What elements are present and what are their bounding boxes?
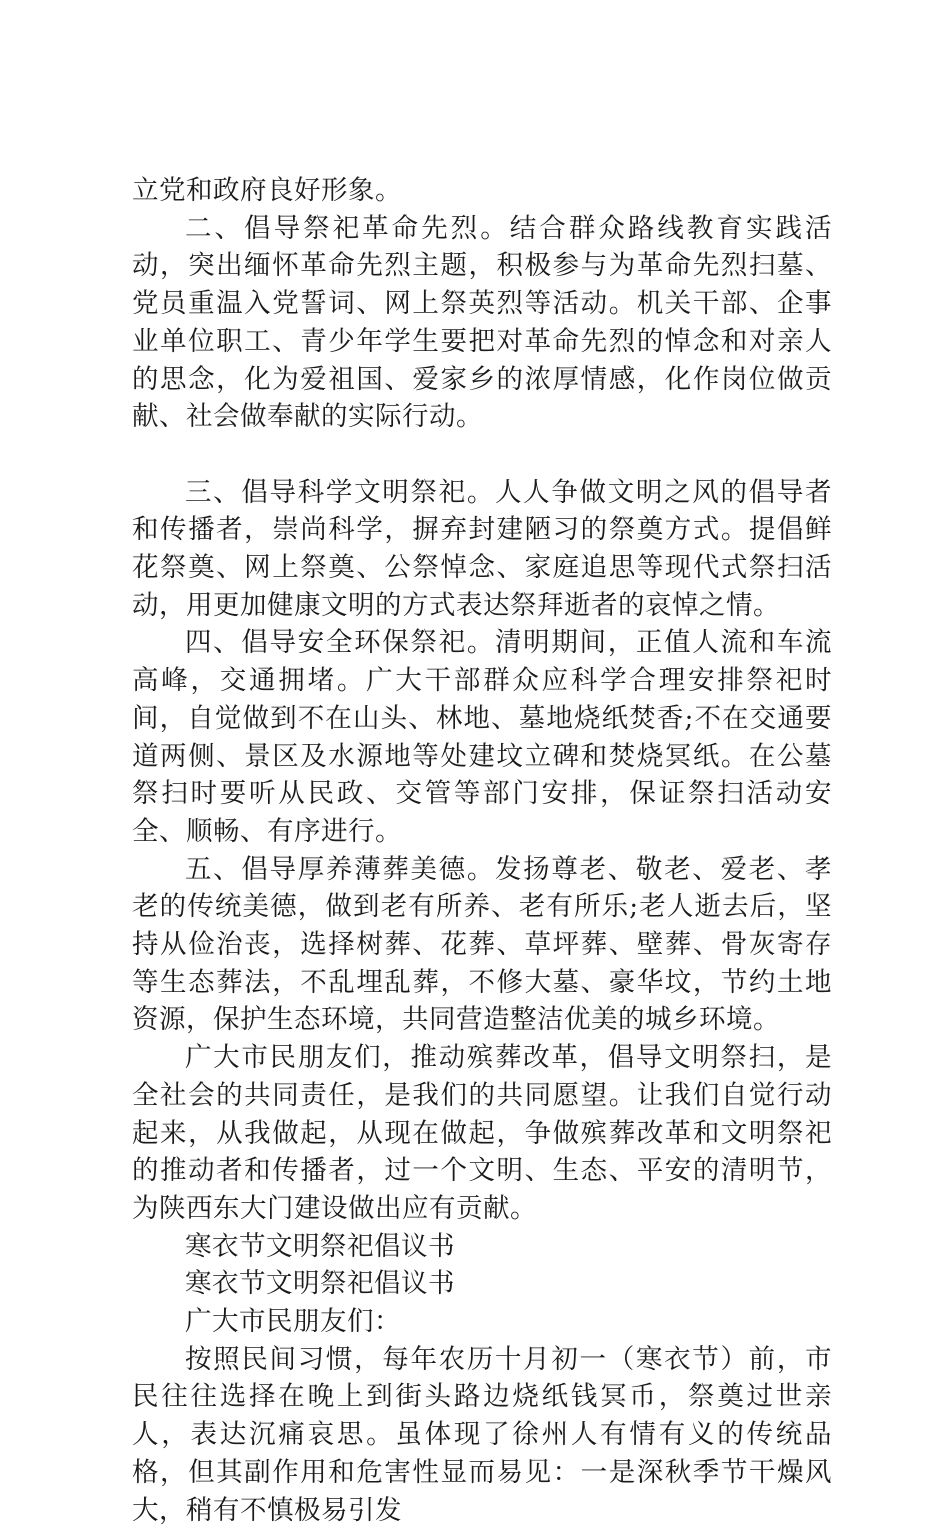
document-heading-1: 寒衣节文明祭祀倡议书 <box>185 1230 455 1262</box>
paragraph-revolutionary-martyrs: 二、倡导祭祀革命先烈。结合群众路线教育实践活动，突出缅怀革命先烈主题，积极参与为革命先烈扫墓、党员重温入党誓词、网上祭英烈等活动。机关干部、企事业单位职工、青少年学生要把对革命先烈的悼念和对亲人的思念，化为爱祖国、爱家乡的浓厚情感，化作岗位做贡献、社会做奉献的实际行动。 <box>132 212 832 433</box>
salutation: 广大市民朋友们： <box>185 1306 401 1338</box>
paragraph-continuation: 立党和政府良好形象。 <box>132 175 402 206</box>
document-body <box>132 172 832 1529</box>
document-heading-2: 寒衣节文明祭祀倡议书 <box>185 1268 455 1300</box>
paragraph-scientific-worship: 三、倡导科学文明祭祀。人人争做文明之风的倡导者和传播者，崇尚科学，摒弃封建陋习的祭奠方式。提倡鲜花祭奠、网上祭奠、公祭悼念、家庭追思等现代式祭扫活动，用更加健康文明的方式表达祭拜逝者的哀悼之情。 <box>132 476 832 621</box>
paragraph-custom-intro: 按照民间习惯，每年农历十月初一（寒衣节）前，市民往往选择在晚上到街头路边烧纸钱冥币，祭奠过世亲人，表达沉痛哀思。虽体现了徐州人有情有义的传统品格，但其副作用和危害性显而易见：一是深秋季节干燥风大，稍有不慎极易引发 <box>132 1343 832 1526</box>
paragraph-call-to-action: 广大市民朋友们，推动殡葬改革，倡导文明祭扫，是全社会的共同责任，是我们的共同愿望。让我们自觉行动起来，从我做起，从现在做起，争做殡葬改革和文明祭祀的推动者和传播者，过一个文明、生态、平安的清明节，为陕西东大门建设做出应有贡献。 <box>132 1042 832 1224</box>
paragraph-frugal-funeral: 五、倡导厚养薄葬美德。发扬尊老、敬老、爱老、孝老的传统美德，做到老有所养、老有所乐;老人逝去后，坚持从俭治丧，选择树葬、花葬、草坪葬、壁葬、骨灰寄存等生态葬法，不乱埋乱葬，不修大墓、豪华坟，节约土地资源，保护生态环境，共同营造整洁优美的城乡环境。 <box>132 853 832 1036</box>
paragraph-safe-eco-worship: 四、倡导安全环保祭祀。清明期间，正值人流和车流高峰，交通拥堵。广大干部群众应科学合理安排祭祀时间，自觉做到不在山头、林地、墓地烧纸焚香;不在交通要道两侧、景区及水源地等处建坟立碑和焚烧冥纸。在公墓祭扫时要听从民政、交管等部门安排，保证祭扫活动安全、顺畅、有序进行。 <box>132 627 832 847</box>
